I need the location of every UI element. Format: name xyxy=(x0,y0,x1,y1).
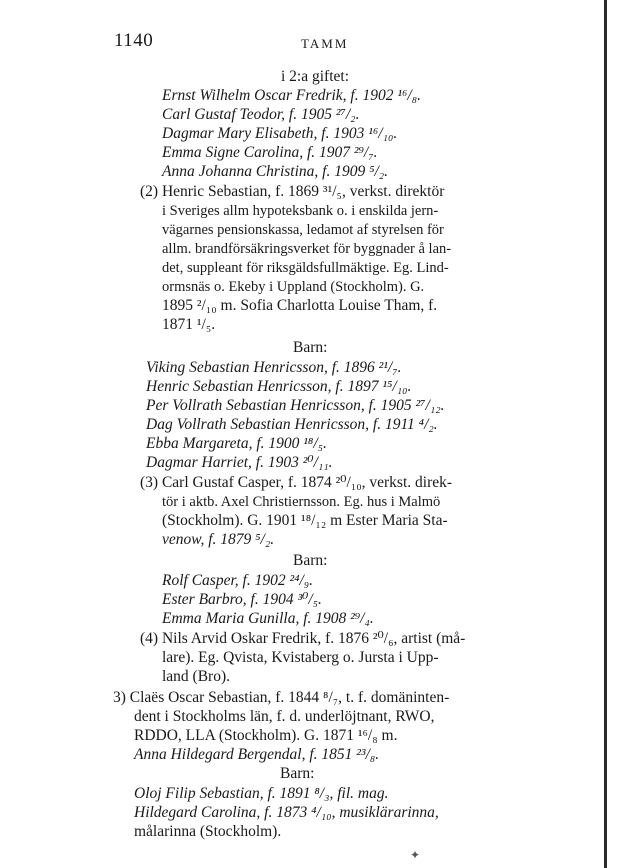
text-line: Ebba Margareta, f. 1900 ¹⁸/₅. xyxy=(146,435,327,452)
text-line: Emma Maria Gunilla, f. 1908 ²⁹/₄. xyxy=(162,610,374,627)
text-line: Anna Hildegard Bergendal, f. 1851 ²³/₈. xyxy=(134,746,380,763)
barn-heading: Barn: xyxy=(293,339,328,356)
text-line: vägarnes pensionskassa, ledamot af styrelsen för xyxy=(162,222,444,238)
text-line: Oloj Filip Sebastian, f. 1891 ⁸/₃, fil. mag. xyxy=(134,785,389,802)
text-line: dent i Stockholms län, f. d. underlöjtnant, RWO, xyxy=(134,708,435,725)
text-line: Anna Johanna Christina, f. 1909 ⁵/₂. xyxy=(162,163,389,180)
text-line: Dagmar Mary Elisabeth, f. 1903 ¹⁶/₁₀. xyxy=(162,125,398,142)
text-line: tör i aktb. Axel Christiernsson. Eg. hus i Malmö xyxy=(162,494,441,510)
text-line: i Sveriges allm hypoteksbank o. i enskilda jern- xyxy=(162,203,439,219)
text-line: Hildegard Carolina, f. 1873 ⁴/₁₀, musiklärarinna, xyxy=(134,804,439,821)
text-line: målarinna (Stockholm). xyxy=(134,823,282,840)
text-line: 1871 ¹/₅. xyxy=(162,316,216,333)
text-line: allm. brandförsäkringsverket för byggnader å lan- xyxy=(162,241,452,257)
text-line: Dagmar Harriet, f. 1903 ²⁰/₁₁. xyxy=(146,454,333,471)
text-line: Emma Signe Carolina, f. 1907 ²⁹/₇. xyxy=(162,144,378,161)
text-line: Carl Gustaf Teodor, f. 1905 ²⁷/₂. xyxy=(162,106,360,123)
running-head: TAMM xyxy=(301,36,349,51)
text-line: (4) Nils Arvid Oskar Fredrik, f. 1876 ²⁰/₆, artist (må- xyxy=(140,630,466,647)
text-line: ormsnäs o. Ekeby i Uppland (Stockholm). G. xyxy=(162,279,425,295)
text-line: Ernst Wilhelm Oscar Fredrik, f. 1902 ¹⁶/₈. xyxy=(162,87,421,104)
text-line: Ester Barbro, f. 1904 ³⁰/₅. xyxy=(162,591,322,608)
page-number: 1140 xyxy=(114,30,154,51)
text-line: RDDO, LLA (Stockholm). G. 1871 ¹⁶/₈ m. xyxy=(134,727,398,744)
text-line: Dag Vollrath Sebastian Henricsson, f. 1911 ⁴/₂. xyxy=(146,416,438,433)
text-line: Per Vollrath Sebastian Henricsson, f. 1905 ²⁷/₁₂. xyxy=(146,397,445,414)
text-line: Viking Sebastian Henricsson, f. 1896 ²¹/₇. xyxy=(146,359,402,376)
text-line: lare). Eg. Qvista, Kvistaberg o. Jursta i Upp- xyxy=(162,649,439,666)
ink-mark: ✦ xyxy=(410,848,421,862)
barn-heading: Barn: xyxy=(280,765,315,782)
text-line: 3) Claës Oscar Sebastian, f. 1844 ⁸/₇, t. f. domäninten- xyxy=(113,689,450,706)
text-line: i 2:a giftet: xyxy=(281,68,350,85)
text-line: Henric Sebastian Henricsson, f. 1897 ¹⁵/₁₀. xyxy=(146,378,412,395)
text-line: det, suppleant för riksgäldsfullmäktige. Eg. Lind- xyxy=(162,260,449,276)
text-line: (Stockholm). G. 1901 ¹⁸/₁₂ m Ester Maria Sta- xyxy=(162,512,448,529)
text-line: Rolf Casper, f. 1902 ²⁴/₉. xyxy=(162,572,314,589)
text-line: 1895 ²/₁₀ m. Sofia Charlotta Louise Tham, f. xyxy=(162,297,438,314)
text-line: land (Bro). xyxy=(162,668,231,685)
page-edge-rule xyxy=(604,0,607,868)
text-line: (3) Carl Gustaf Casper, f. 1874 ²⁰/₁₀, verkst. direk- xyxy=(140,474,453,491)
text-line: venow, f. 1879 ⁵/₂. xyxy=(162,531,275,548)
barn-heading: Barn: xyxy=(293,552,328,569)
text-line: (2) Henric Sebastian, f. 1869 ³¹/₅, verkst. direktör xyxy=(140,183,445,200)
